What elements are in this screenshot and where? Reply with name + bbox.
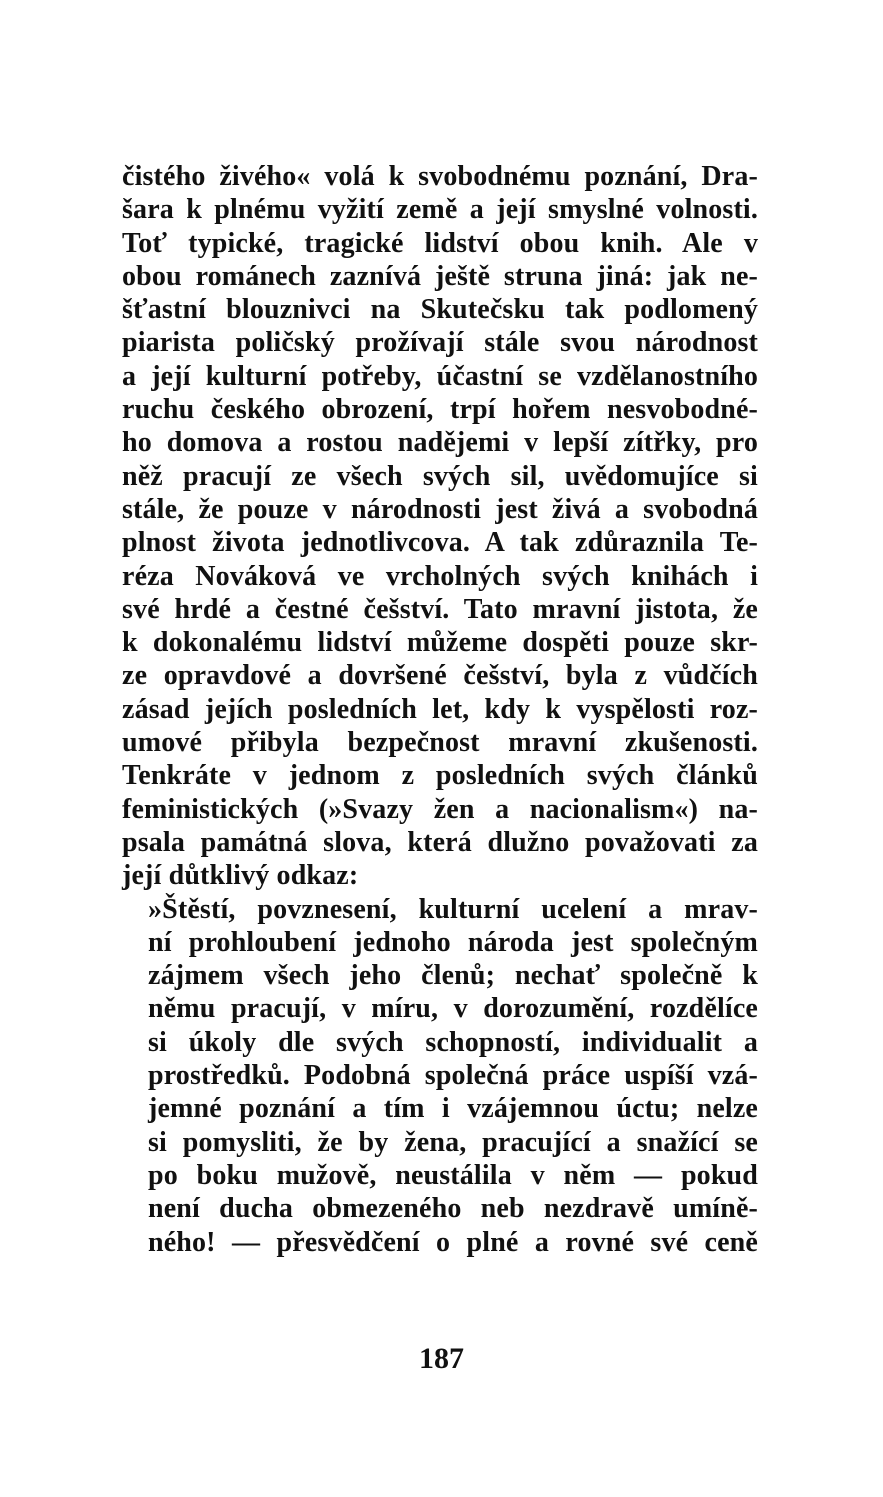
quote-line: není ducha obmezeného neb nezdravě umíně- — [148, 1193, 758, 1225]
quote-line: si úkoly dle svých schopností, individualit a — [148, 1026, 758, 1058]
text-line: své hrdé a čestné češství. Tato mravní jistota, že — [122, 593, 758, 625]
text-line: feministických (»Svazy žen a nacionalism«) na- — [122, 793, 758, 825]
text-line: něž pracují ze všech svých sil, uvědomujíce si — [122, 460, 758, 492]
text-line: piarista poličský prožívají stále svou národnost — [122, 327, 758, 359]
quotation-block — [148, 893, 758, 1259]
quote-line: ného! — přesvědčení o plné a rovné své ceně — [148, 1226, 758, 1258]
text-line: k dokonalému lidství můžeme dospěti pouze skr- — [122, 627, 758, 659]
text-line: réza Nováková ve vrcholných svých knihách i — [122, 560, 758, 592]
quote-line: jemné poznání a tím i vzájemnou úctu; nelze — [148, 1093, 758, 1125]
page-text — [122, 160, 758, 1259]
text-line: umové přibyla bezpečnost mravní zkušenosti. — [122, 727, 758, 759]
quote-line: si pomysliti, že by žena, pracující a snažící se — [148, 1126, 758, 1158]
quote-line: ní prohloubení jednoho národa jest společným — [148, 926, 758, 958]
text-line: ruchu českého obrození, trpí hořem nesvobodné- — [122, 394, 758, 426]
text-line: zásad jejích posledních let, kdy k vyspělosti roz- — [122, 693, 758, 725]
quote-line: němu pracují, v míru, v dorozumění, rozdělíce — [148, 993, 758, 1025]
quote-line: »Štěstí, povznesení, kulturní ucelení a mrav- — [148, 893, 758, 925]
text-line: obou románech zaznívá ještě struna jiná: jak ne- — [122, 260, 758, 292]
text-line: stále, že pouze v národnosti jest živá a svobodná — [122, 493, 758, 525]
text-line: plnost života jednotlivcova. A tak zdůraznila Te- — [122, 527, 758, 559]
text-line: její důtklivý odkaz: — [122, 860, 359, 892]
page-number: 187 — [419, 1342, 464, 1375]
text-line: ho domova a rostou nadějemi v lepší zítřky, pro — [122, 427, 758, 459]
text-line: a její kulturní potřeby, účastní se vzdělanostního — [122, 360, 758, 392]
text-line: šťastní blouznivci na Skutečsku tak podlomený — [122, 294, 758, 326]
body-paragraph — [122, 160, 758, 893]
text-line: psala památná slova, která dlužno považovati za — [122, 826, 758, 858]
quote-line: zájmem všech jeho členů; nechať společně k — [148, 960, 758, 992]
text-line: čistého živého« volá k svobodnému poznání, Dra- — [122, 161, 758, 192]
text-line: ze opravdové a dovršené češství, byla z vůdčích — [122, 660, 758, 692]
quote-line: prostředků. Podobná společná práce uspíší vzá- — [148, 1060, 758, 1092]
quote-line: po boku mužově, neustálila v něm — pokud — [148, 1159, 758, 1191]
text-line: Toť typické, tragické lidství obou knih. Ale v — [122, 227, 758, 259]
text-line: šara k plnému vyžití země a její smyslné volnosti. — [122, 194, 758, 226]
text-line: Tenkráte v jednom z posledních svých článků — [122, 760, 758, 792]
